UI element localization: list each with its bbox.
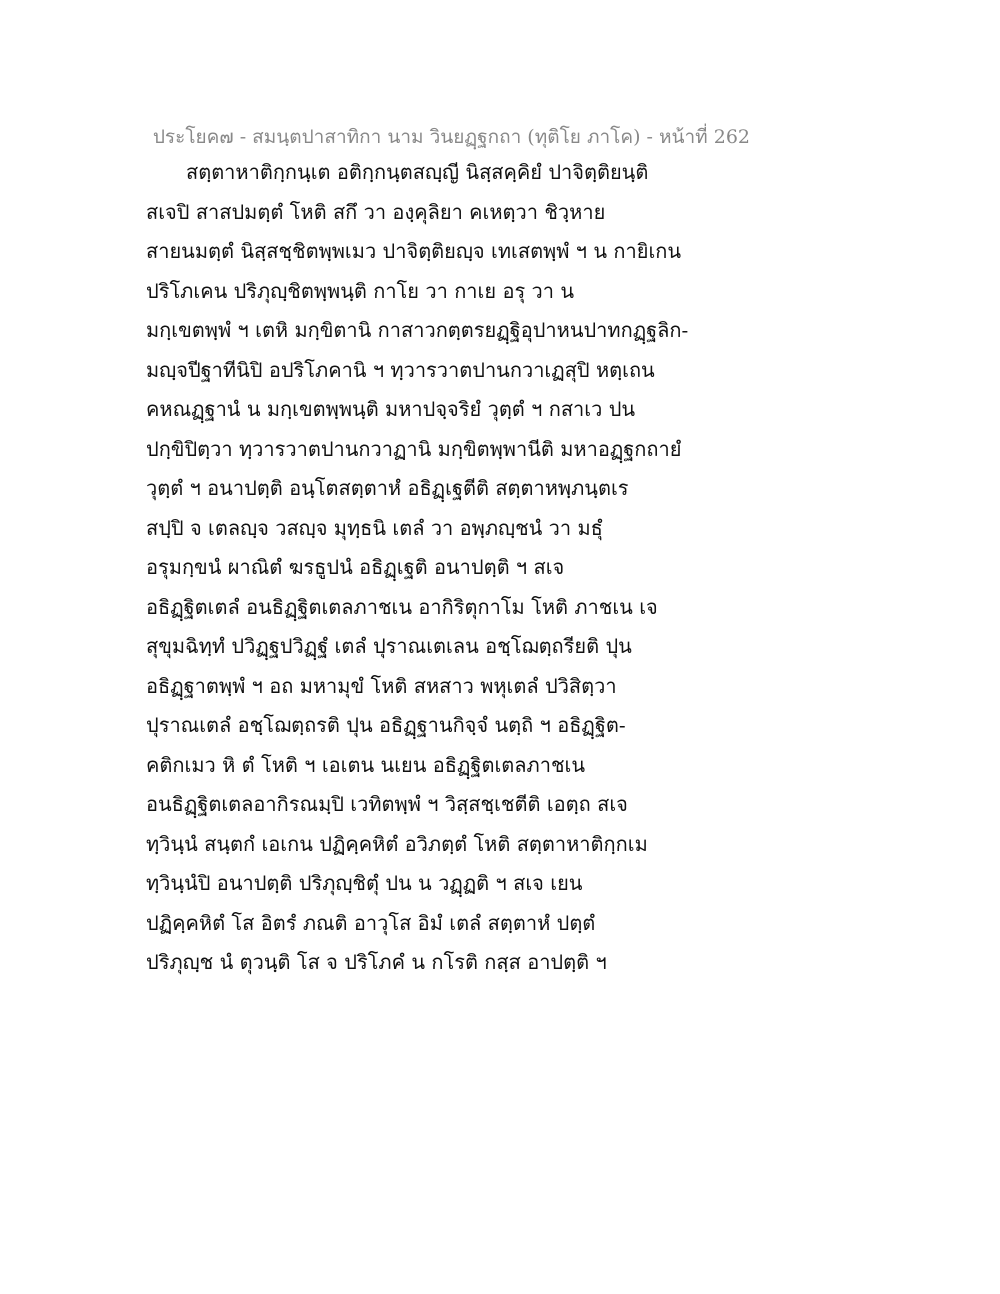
text-line: อธิฏฺฐาตพฺพํ ฯ อถ มหามุขํ โหติ สหสาว พหุเตลํ ปวิสิตฺวา xyxy=(146,673,617,698)
text-line: สตฺตาหาติกฺกนฺเต อติกฺกนฺตสญฺญี นิสฺสคฺคิยํ ปาจิตฺติยนฺติ xyxy=(186,160,649,184)
text-line: ทฺวินฺนํปิ อนาปตฺติ ปริภุญฺชิตุํ ปน น วฏฺฏติ ฯ สเจ เยน xyxy=(146,871,583,895)
text-line: สปฺปิ จ เตลญฺจ วสญฺจ มุทฺธนิ เตลํ วา อพฺภญฺชนํ วา มธุํ xyxy=(146,515,603,540)
text-line: มญฺจปีฐาทีนิปิ อปริโภคานิ ฯ ทฺวารวาตปานกวาเฏสุปิ หตฺเถน xyxy=(146,357,655,382)
text-line: อรุมกฺขนํ ผาณิตํ ฆรธูปนํ อธิฏฺเฐติ อนาปตฺติ ฯ สเจ xyxy=(146,555,565,579)
text-line: สายนมตฺตํ นิสฺสชฺชิตพฺพเมว ปาจิตฺติยญฺจ เทเสตพฺพํ ฯ น กายิเกน xyxy=(146,239,682,263)
text-line: ปริโภเคน ปริภุญฺชิตพฺพนฺติ กาโย วา กาเย อรุ วา น xyxy=(146,278,575,303)
text-line: ปุราณเตลํ อชฺโฌตฺถรติ ปุน อธิฏฺฐานกิจฺจํ นตฺถิ ฯ อธิฏฺฐิต- xyxy=(146,713,626,737)
text-line: ปกฺขิปิตฺวา ทฺวารวาตปานกวาฏานิ มกฺขิตพฺพานีติ มหาอฏฺฐกถายํ xyxy=(146,436,682,461)
text-line: อธิฏฺฐิตเตลํ อนธิฏฺฐิตเตลภาชเน อากิริตุกาโม โหติ ภาชเน เจ xyxy=(146,594,658,619)
running-header: ประโยค๗ - สมนฺตปาสาทิกา นาม วินยฏฺฐกถา (ทุติโย ภาโค) - หน้าที่ 262 xyxy=(152,126,750,148)
text-line: สุขุมฉิทฺทํ ปวิฏฺฐปวิฏฺฐํ เตลํ ปุราณเตเลน อชฺโฌตฺถรียติ ปุน xyxy=(146,634,632,658)
text-line: ทฺวินฺนํ สนฺตกํ เอเกน ปฏิคฺคหิตํ อวิภตฺตํ โหติ สตฺตาหาติกฺกเม xyxy=(146,831,648,856)
text-line: ปริภุญฺช นํ ตุวนฺติ โส จ ปริโภคํ น กโรติ กสฺส อาปตฺติ ฯ xyxy=(146,950,607,974)
text-line: มกฺเขตพฺพํ ฯ เตหิ มกฺขิตานิ กาสาวกตฺตรยฏฺฐิอุปาหนปาทกฏฺฐลิก- xyxy=(146,318,689,342)
text-line: ปฏิคฺคหิตํ โส อิตรํ ภณติ อาวุโส อิมํ เตลํ สตฺตาหํ ปตฺตํ xyxy=(146,910,596,935)
text-line: วุตฺตํ ฯ อนาปตฺติ อนฺโตสตฺตาหํ อธิฏฺเฐตีติ สตฺตาหพฺภนฺตเร xyxy=(146,476,629,500)
text-line: สเจปิ สาสปมตฺตํ โหติ สกึ วา องฺคุลิยา คเหตฺวา ชิวฺหาย xyxy=(146,199,606,224)
text-line: คหณฏฺฐานํ น มกฺเขตพฺพนฺติ มหาปจฺจริยํ วุตฺตํ ฯ กสาเว ปน xyxy=(146,397,636,421)
body-text xyxy=(146,153,706,983)
text-line: อนธิฏฺฐิตเตลอากิรณมฺปิ เวทิตพฺพํ ฯ วิสฺสชฺเชตีติ เอตฺถ สเจ xyxy=(146,792,628,816)
text-line: คติกเมว หิ ตํ โหติ ฯ เอเตน นเยน อธิฏฺฐิตเตลภาชเน xyxy=(146,752,586,777)
